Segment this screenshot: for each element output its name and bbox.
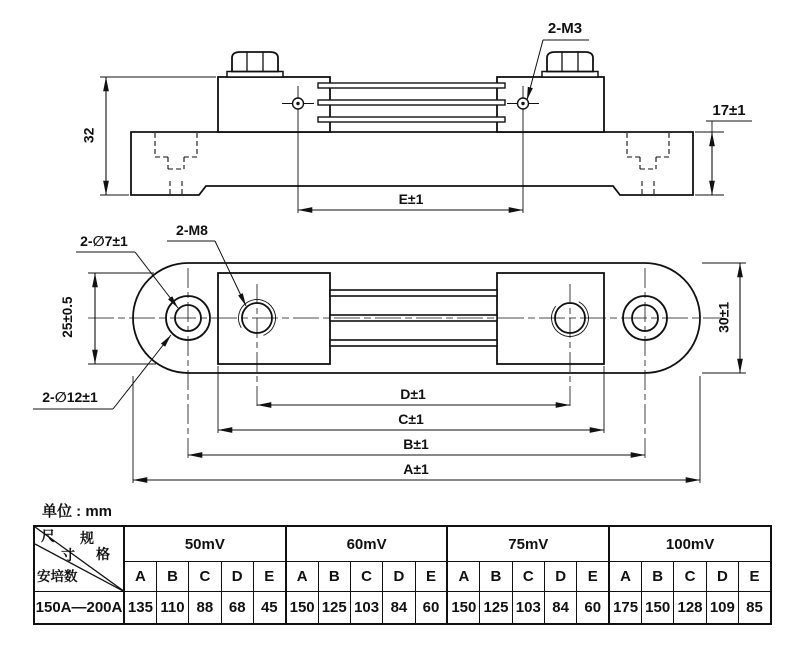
- base-plate: [131, 132, 693, 195]
- value-cell: 135: [124, 592, 156, 625]
- value-cell: 68: [221, 592, 253, 625]
- label-dim-30: 30±1: [715, 301, 732, 333]
- col-letter: C: [674, 562, 706, 592]
- corner-spec-char2: 格: [96, 546, 110, 562]
- value-cell: 175: [609, 592, 641, 625]
- terminal-block-right: [497, 77, 604, 132]
- group-header-100mv: 100mV: [609, 526, 771, 562]
- dim-17: [695, 121, 752, 195]
- value-cell: 60: [577, 592, 609, 625]
- plan-block-left: [218, 273, 330, 364]
- label-dim-e: E±1: [398, 191, 424, 207]
- label-dim-32: 32: [80, 127, 97, 144]
- col-letter: A: [286, 562, 318, 592]
- label-dim-c: C±1: [398, 411, 424, 427]
- label-dim-b: B±1: [403, 436, 429, 452]
- amperage-range: 150A—200A: [34, 592, 124, 625]
- terminal-block-left: [218, 77, 330, 132]
- col-letter: D: [383, 562, 415, 592]
- value-cell: 128: [674, 592, 706, 625]
- value-cell: 45: [253, 592, 285, 625]
- col-letter: B: [480, 562, 512, 592]
- value-cell: 84: [383, 592, 415, 625]
- col-letter: B: [642, 562, 674, 592]
- value-cell: 84: [544, 592, 576, 625]
- value-cell: 103: [350, 592, 382, 625]
- label-2m8: 2-M8: [176, 222, 208, 238]
- label-dim-d: D±1: [400, 386, 426, 402]
- resistance-strips-side: [318, 83, 505, 122]
- label-2d7: 2-∅7±1: [80, 233, 128, 249]
- values-row: [34, 592, 771, 625]
- label-2d12: 2-∅12±1: [42, 389, 98, 405]
- col-letter: D: [544, 562, 576, 592]
- col-letter: B: [318, 562, 350, 592]
- col-letter: D: [221, 562, 253, 592]
- label-dim-25: 25±0.5: [59, 296, 75, 338]
- table-corner-cell: [34, 526, 124, 592]
- corner-dim-char2: 寸: [61, 547, 75, 563]
- group-header-75mv: 75mV: [447, 526, 609, 562]
- col-letter: E: [415, 562, 447, 592]
- col-letter: B: [156, 562, 188, 592]
- value-cell: 60: [415, 592, 447, 625]
- plan-block-right: [497, 273, 604, 364]
- col-letter: E: [253, 562, 285, 592]
- letters-row: [34, 562, 771, 592]
- col-letter: E: [739, 562, 771, 592]
- value-cell: 125: [480, 592, 512, 625]
- value-cell: 85: [739, 592, 771, 625]
- col-letter: C: [512, 562, 544, 592]
- label-2m3: 2-M3: [547, 20, 583, 37]
- col-letter: C: [350, 562, 382, 592]
- corner-amp-label: 安培数: [37, 569, 78, 584]
- hex-bolt-left: [227, 52, 283, 77]
- value-cell: 88: [189, 592, 221, 625]
- spec-table: [33, 525, 772, 625]
- value-cell: 110: [156, 592, 188, 625]
- col-letter: A: [124, 562, 156, 592]
- col-letter: A: [609, 562, 641, 592]
- value-cell: 150: [642, 592, 674, 625]
- hex-bolt-right: [542, 52, 598, 77]
- corner-dim-char1: 尺: [41, 528, 55, 544]
- side-view-drawing: [100, 40, 752, 213]
- value-cell: 150: [286, 592, 318, 625]
- group-header-60mv: 60mV: [286, 526, 448, 562]
- col-letter: D: [706, 562, 738, 592]
- value-cell: 150: [447, 592, 479, 625]
- col-letter: A: [447, 562, 479, 592]
- group-header-50mv: 50mV: [124, 526, 286, 562]
- unit-note: 单位 : mm: [42, 503, 113, 520]
- col-letter: E: [577, 562, 609, 592]
- label-dim-a: A±1: [403, 461, 429, 477]
- value-cell: 109: [706, 592, 738, 625]
- value-cell: 103: [512, 592, 544, 625]
- corner-spec-char1: 规: [80, 530, 94, 546]
- col-letter: C: [189, 562, 221, 592]
- value-cell: 125: [318, 592, 350, 625]
- label-dim-17: 17±1: [712, 102, 746, 119]
